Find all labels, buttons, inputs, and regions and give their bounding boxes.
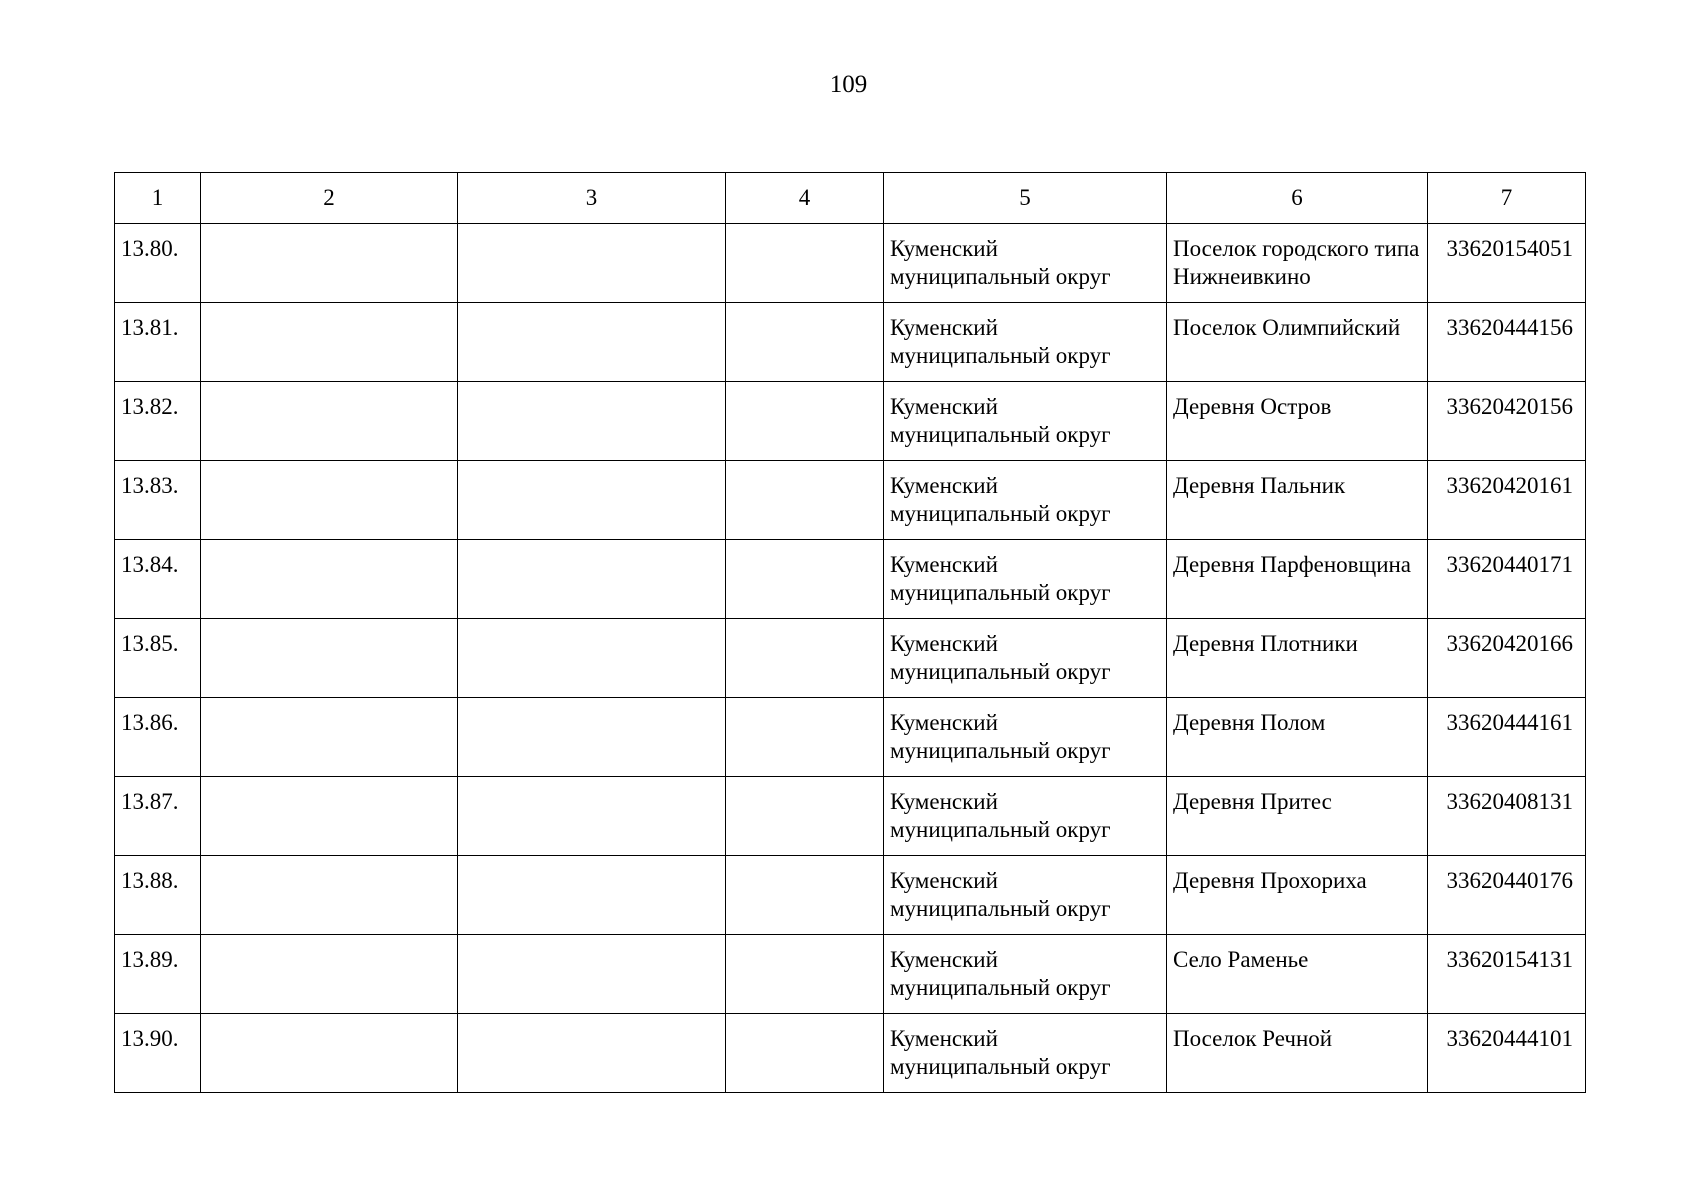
table-row <box>115 777 1586 856</box>
row-number-cell: 13.81. <box>115 303 201 382</box>
table-row <box>115 461 1586 540</box>
column-header-2: 2 <box>201 173 458 224</box>
settlement-cell: Деревня Остров <box>1167 382 1428 461</box>
column-4-cell <box>726 698 884 777</box>
district-cell: Куменский муниципальный округ <box>884 540 1167 619</box>
settlement-cell: Поселок Олимпийский <box>1167 303 1428 382</box>
row-number-cell: 13.88. <box>115 856 201 935</box>
code-cell: 33620444161 <box>1428 698 1586 777</box>
row-number-cell: 13.87. <box>115 777 201 856</box>
column-3-cell <box>458 1014 726 1093</box>
code-cell: 33620154051 <box>1428 224 1586 303</box>
district-cell: Куменский муниципальный округ <box>884 1014 1167 1093</box>
district-cell: Куменский муниципальный округ <box>884 777 1167 856</box>
settlement-cell: Деревня Притес <box>1167 777 1428 856</box>
code-cell: 33620420161 <box>1428 461 1586 540</box>
table-row <box>115 698 1586 777</box>
settlement-cell: Деревня Плотники <box>1167 619 1428 698</box>
column-4-cell <box>726 540 884 619</box>
settlement-cell: Деревня Полом <box>1167 698 1428 777</box>
row-number-cell: 13.83. <box>115 461 201 540</box>
column-4-cell <box>726 777 884 856</box>
row-number-cell: 13.86. <box>115 698 201 777</box>
column-3-cell <box>458 540 726 619</box>
table-header-row <box>115 173 1586 224</box>
table-row <box>115 1014 1586 1093</box>
table-row <box>115 540 1586 619</box>
code-cell: 33620440171 <box>1428 540 1586 619</box>
district-cell: Куменский муниципальный округ <box>884 856 1167 935</box>
code-cell: 33620444101 <box>1428 1014 1586 1093</box>
settlement-cell: Поселок Речной <box>1167 1014 1428 1093</box>
settlements-table <box>114 172 1586 1093</box>
row-number-cell: 13.84. <box>115 540 201 619</box>
table-row <box>115 382 1586 461</box>
code-cell: 33620420166 <box>1428 619 1586 698</box>
code-cell: 33620154131 <box>1428 935 1586 1014</box>
column-2-cell <box>201 777 458 856</box>
code-cell: 33620444156 <box>1428 303 1586 382</box>
table-row <box>115 224 1586 303</box>
column-header-3: 3 <box>458 173 726 224</box>
district-cell: Куменский муниципальный округ <box>884 698 1167 777</box>
row-number-cell: 13.82. <box>115 382 201 461</box>
column-2-cell <box>201 382 458 461</box>
row-number-cell: 13.80. <box>115 224 201 303</box>
row-number-cell: 13.85. <box>115 619 201 698</box>
settlement-cell: Деревня Прохориха <box>1167 856 1428 935</box>
column-3-cell <box>458 224 726 303</box>
column-2-cell <box>201 224 458 303</box>
column-3-cell <box>458 777 726 856</box>
column-2-cell <box>201 303 458 382</box>
settlement-cell: Деревня Пальник <box>1167 461 1428 540</box>
column-2-cell <box>201 1014 458 1093</box>
column-3-cell <box>458 856 726 935</box>
column-2-cell <box>201 856 458 935</box>
column-2-cell <box>201 935 458 1014</box>
column-4-cell <box>726 935 884 1014</box>
settlement-cell: Село Раменье <box>1167 935 1428 1014</box>
column-4-cell <box>726 461 884 540</box>
column-3-cell <box>458 935 726 1014</box>
column-4-cell <box>726 1014 884 1093</box>
column-header-7: 7 <box>1428 173 1586 224</box>
column-header-1: 1 <box>115 173 201 224</box>
district-cell: Куменский муниципальный округ <box>884 619 1167 698</box>
row-number-cell: 13.89. <box>115 935 201 1014</box>
page-number: 109 <box>829 71 868 98</box>
column-2-cell <box>201 698 458 777</box>
table-row <box>115 856 1586 935</box>
code-cell: 33620408131 <box>1428 777 1586 856</box>
settlement-cell: Поселок городского типа Нижнеивкино <box>1167 224 1428 303</box>
column-3-cell <box>458 461 726 540</box>
column-3-cell <box>458 698 726 777</box>
column-3-cell <box>458 303 726 382</box>
column-header-4: 4 <box>726 173 884 224</box>
column-header-5: 5 <box>884 173 1167 224</box>
column-4-cell <box>726 303 884 382</box>
table-row <box>115 303 1586 382</box>
district-cell: Куменский муниципальный округ <box>884 935 1167 1014</box>
column-3-cell <box>458 619 726 698</box>
column-2-cell <box>201 540 458 619</box>
table-row <box>115 935 1586 1014</box>
row-number-cell: 13.90. <box>115 1014 201 1093</box>
column-2-cell <box>201 619 458 698</box>
district-cell: Куменский муниципальный округ <box>884 224 1167 303</box>
code-cell: 33620440176 <box>1428 856 1586 935</box>
table-body <box>115 224 1586 1093</box>
table-row <box>115 619 1586 698</box>
district-cell: Куменский муниципальный округ <box>884 303 1167 382</box>
column-3-cell <box>458 382 726 461</box>
district-cell: Куменский муниципальный округ <box>884 461 1167 540</box>
district-cell: Куменский муниципальный округ <box>884 382 1167 461</box>
column-4-cell <box>726 619 884 698</box>
column-4-cell <box>726 382 884 461</box>
column-2-cell <box>201 461 458 540</box>
settlement-cell: Деревня Парфеновщина <box>1167 540 1428 619</box>
column-4-cell <box>726 856 884 935</box>
column-header-6: 6 <box>1167 173 1428 224</box>
column-4-cell <box>726 224 884 303</box>
code-cell: 33620420156 <box>1428 382 1586 461</box>
